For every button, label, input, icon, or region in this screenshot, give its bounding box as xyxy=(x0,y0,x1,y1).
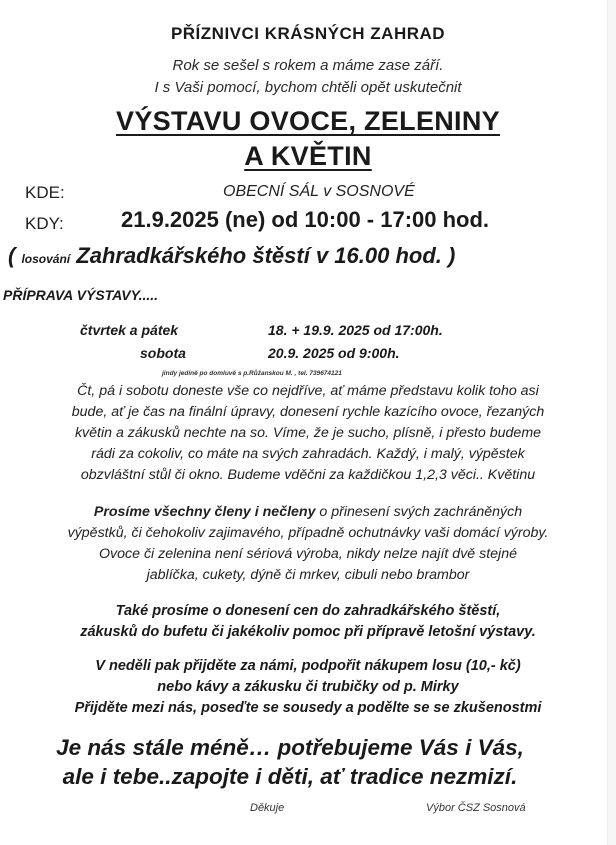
schedule-days-2: sobota xyxy=(140,345,186,361)
title-line-2 xyxy=(0,141,616,172)
title-text-2: A KVĚTIN xyxy=(244,141,372,171)
sunday-line-3: Přijděte mezi nás, poseďte se sousedy a podělte se se zkušenostmi xyxy=(74,700,542,716)
appeal-line-3: Ovoce či zelenina není sériová výroba, nikdy nelze najít dvě stejné xyxy=(99,546,517,562)
sunday-line-2: nebo kávy a zákusku či trubičky od p. Mirky xyxy=(157,679,459,695)
where-label: KDE: xyxy=(25,183,65,202)
contact-note: jindy jedině po domluvě s p.Růžanskou M. , tel. 739674121 xyxy=(162,370,342,377)
lottery-text: Zahradkářského štěstí v 16.00 hod. ) xyxy=(76,243,456,268)
prizes-line-1: Také prosíme o donesení cen do zahradkářského štěstí, xyxy=(115,603,501,619)
lottery-line xyxy=(8,243,455,269)
closing-line-2: ale i tebe..zapojte i děti, ať tradice nezmizí. xyxy=(62,764,518,789)
thanks-text: Děkuje xyxy=(250,802,285,814)
prizes-line-2: zákusků do bufetu či jakékoliv pomoc při přípravě letošní výstavy. xyxy=(80,624,536,640)
appeal-line-4: jablíčka, cukety, dýně či mrkev, cibuli nebo brambor xyxy=(146,567,470,583)
prep-paragraph-line-5: obzvláštní stůl či okno. Budeme vděčni za každičkou 1,2,3 věci.. Květinu xyxy=(80,467,536,483)
schedule-time-2: 20.9. 2025 od 9:00h. xyxy=(268,345,400,361)
appeal-bold-lead: Prosíme všechny členy i nečleny xyxy=(93,504,316,520)
where-value: OBECNÍ SÁL v SOSNOVÉ xyxy=(223,183,415,200)
when-value: 21.9.2025 (ne) od 10:00 - 17:00 hod. xyxy=(121,207,490,232)
sunday-line-1: V neděli pak přijděte za námi, podpořit nákupem losu (10,- kč) xyxy=(95,658,521,674)
prep-paragraph-line-1: Čt, pá i sobotu doneste vše co nejdříve, ať máme představu kolik toho asi xyxy=(77,383,539,399)
lottery-open-paren: ( xyxy=(8,243,16,268)
when-label: KDY: xyxy=(25,214,64,233)
intro-line-1: Rok se sešel s rokem a máme zase září. xyxy=(172,57,444,74)
prep-paragraph-line-4: rádi za cokoliv, co máte na svých zahradách. Každý, i malý, výpěstek xyxy=(91,446,525,462)
organization-heading: PŘÍZNIVCI KRÁSNÝCH ZAHRAD xyxy=(170,24,446,43)
prep-paragraph-line-2: bude, ať je čas na finální úpravy, donesení rychle kazícího ovoce, řezaných xyxy=(71,404,545,420)
appeal-line-1 xyxy=(0,502,616,523)
preparation-heading: PŘÍPRAVA VÝSTAVY..... xyxy=(3,287,159,303)
lottery-label: losování xyxy=(21,252,71,266)
signature: Výbor ČSZ Sosnová xyxy=(426,802,526,814)
schedule-time-1: 18. + 19.9. 2025 od 17:00h. xyxy=(268,322,443,338)
appeal-line-1-rest: o přinesení svých zachráněných xyxy=(315,504,523,520)
closing-line-1: Je nás stále méně… potřebujeme Vás i Vás, xyxy=(56,735,524,760)
schedule-days-1: čtvrtek a pátek xyxy=(80,322,179,338)
title-line-1 xyxy=(0,106,616,137)
appeal-line-2: výpěstků, či čehokoliv zajimavého, případně ochutnávky vaši domácí výroby. xyxy=(67,525,549,541)
title-text-1: VÝSTAVU OVOCE, ZELENINY xyxy=(116,106,500,136)
intro-line-2: I s Vaši pomocí, bychom chtěli opět uskutečnit xyxy=(154,79,462,96)
prep-paragraph-line-3: květin a zákusků nechte na so. Víme, že je sucho, plísně, i přesto budeme xyxy=(74,425,542,441)
